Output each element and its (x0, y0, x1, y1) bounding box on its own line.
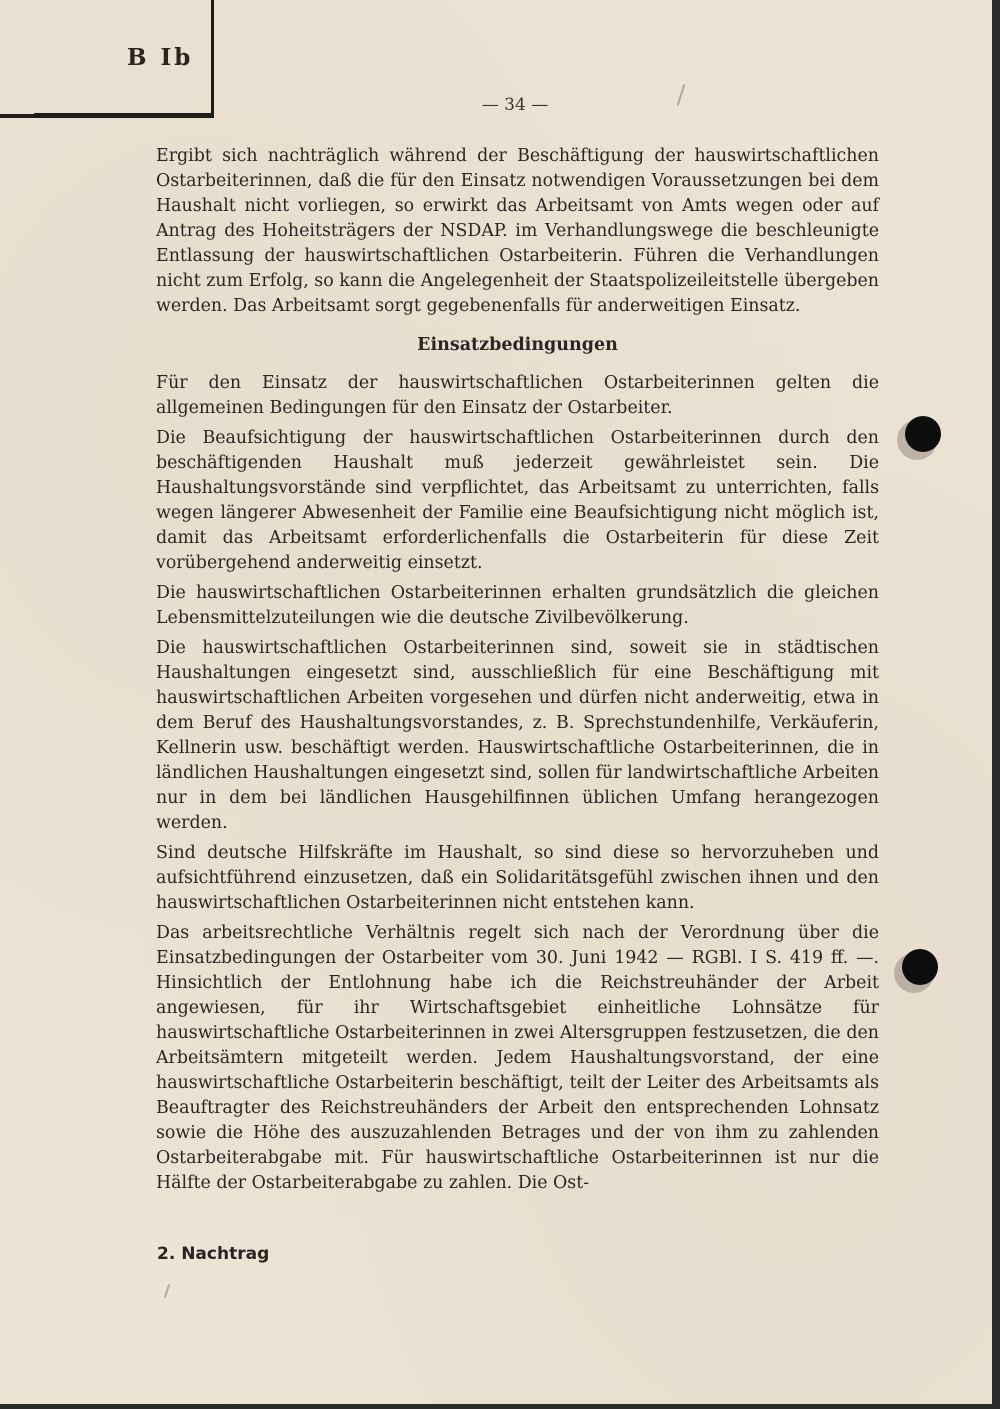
paragraph-6: Das arbeitsrechtliche Verhältnis regelt sich nach der Verordnung über die Einsatzbedingungen der Ostarbeiter vom 30. Juni 1942 — RGBl. I S. 419 ff. —. Hinsichtlich der Entlohnung habe ich die Reichstreuhänder der Arbeit angewiesen, für ihr Wirtschaftsgebiet einheitliche Lohnsätze für hauswirtschaftliche Ostarbeiterinnen in zwei Altersgruppen festzusetzen, die den Arbeitsämtern mitgeteilt werden. Jedem Haushaltungsvorstand, der eine hauswirtschaftliche Ostarbeiterin beschäftigt, teilt der Leiter des Arbeitsamts als Beauftragter des Reichstreuhänders der Arbeit den entsprechenden Lohnsatz sowie die Höhe des auszuzahlenden Betrages und der von ihm zu zahlenden Ostarbeiterabgabe mit. Für hauswirtschaftliche Ostarbeiterinnen ist nur die Hälfte der Ostarbeiterabgabe zu zahlen. Die Ost- (156, 923, 879, 1193)
pencil-mark (164, 1284, 170, 1298)
paragraph-3: Die hauswirtschaftlichen Ostarbeiterinnen erhalten grundsätzlich die gleichen Lebensmittelzuteilungen wie die deutsche Zivilbevölkerung. (156, 583, 879, 628)
document-body (156, 144, 879, 1196)
footer-label: 2. Nachtrag (157, 1244, 270, 1264)
punch-hole-upper (905, 416, 941, 452)
paragraph-4: Die hauswirtschaftlichen Ostarbeiterinnen sind, soweit sie in städtischen Haushaltungen eingesetzt sind, ausschließlich für eine Beschäftigung mit hauswirtschaftlichen Arbeiten vorgesehen und dürfen nicht anderweitig, etwa in dem Beruf des Haushaltungsvorstandes, z. B. Sprechstundenhilfe, Verkäuferin, Kellnerin usw. beschäftigt werden. Hauswirtschaftliche Ostarbeiterinnen, die in ländlichen Haushaltungen eingesetzt sind, sollen für landwirtschaftliche Arbeiten nur in dem bei ländlichen Hausgehilfinnen üblichen Umfang herangezogen werden. (156, 638, 879, 833)
section-heading: Einsatzbedingungen (417, 335, 618, 355)
paragraph-2: Die Beaufsichtigung der hauswirtschaftlichen Ostarbeiterinnen durch den beschäftigenden Haushalt muß jederzeit gewährleistet sein. Die Haushaltungsvorstände sind verpflichtet, das Arbeitsamt zu unterrichten, falls wegen längerer Abwesenheit der Familie eine Beaufsichtigung nicht möglich ist, damit das Arbeitsamt erforderlichenfalls die Ostarbeiterin für diese Zeit vorübergehend anderweitig einsetzt. (156, 428, 879, 573)
paragraph-1: Für den Einsatz der hauswirtschaftlichen Ostarbeiterinnen gelten die allgemeinen Bedingungen für den Einsatz der Ostarbeiter. (156, 373, 879, 418)
intro-paragraph: Ergibt sich nachträglich während der Beschäftigung der hauswirtschaftlichen Ostarbeiterinnen, daß die für den Einsatz notwendigen Voraussetzungen bei dem Haushalt nicht vorliegen, so erwirkt das Arbeitsamt von Amts wegen oder auf Antrag des Hoheitsträgers der NSDAP. im Verhandlungswege die beschleunigte Entlassung der hauswirtschaftlichen Ostarbeiterin. Führen die Verhandlungen nicht zum Erfolg, so kann die Angelegenheit der Staatspolizeileitstelle übergeben werden. Das Arbeitsamt sorgt gegebenenfalls für anderweitigen Einsatz. (156, 146, 879, 316)
page-number: — 34 — (481, 95, 549, 115)
paragraph-5: Sind deutsche Hilfskräfte im Haushalt, so sind diese so hervorzuheben und aufsichtführend einzusetzen, daß ein Solidaritätsgefühl zwischen ihnen und den hauswirtschaftlichen Ostarbeiterinnen nicht entstehen kann. (156, 843, 879, 913)
punch-hole-lower (902, 949, 938, 985)
section-label: B Ib (127, 44, 194, 71)
